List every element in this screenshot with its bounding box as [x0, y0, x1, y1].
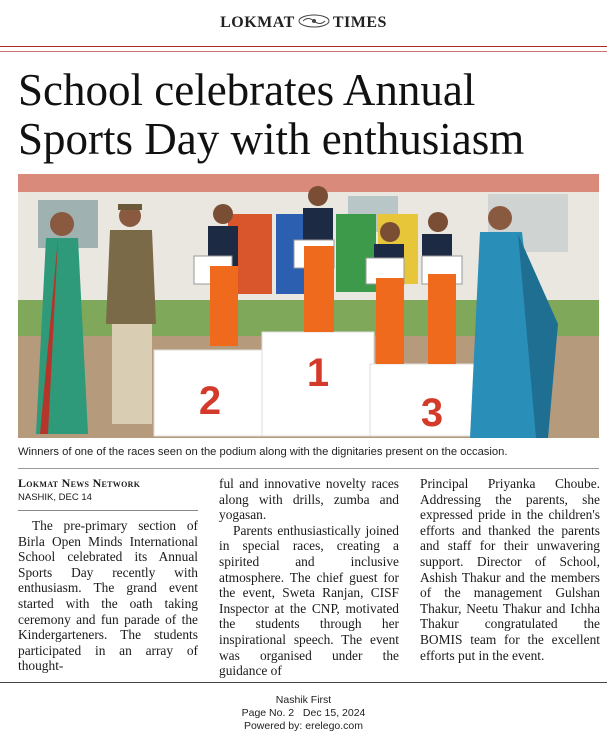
headline-line-1: School celebrates Annual: [18, 65, 476, 115]
article-column-2: [219, 476, 399, 679]
headline: [18, 66, 598, 164]
article-column-1: [18, 476, 198, 674]
article-photo: [18, 174, 599, 438]
masthead-left: LOKMAT: [220, 14, 295, 31]
caption-rule: [18, 468, 599, 469]
footer-powered-by[interactable]: Powered by: erelego.com: [243, 720, 364, 732]
column-1-text: The pre-primary section of Birla Open Minds International School celebrated its Annual Sports Day recently with enthusiasm. The grand event started with the oath taking ceremony and fun parade of the Kindergarteners. The students participated in an array of thought-: [18, 518, 198, 674]
podium-label-3: 3: [420, 391, 444, 435]
column-2-paragraph-1: ful and innovative novelty races along with drills, zumba and yogasan.: [219, 476, 399, 523]
column-2-paragraph-2: Parents enthusiastically joined in special races, creating a spirited and inclusive atmosphere. The chief guest for the event, Sweta Ranjan, CISF Inspector at the CNP, motivated the students through her inspirational speech. The event was organised under the guidance of: [219, 522, 399, 679]
podium-label-1: 1: [306, 351, 330, 395]
photo-illustration: [18, 174, 599, 438]
masthead: [0, 14, 607, 32]
byline-rule: [18, 510, 198, 511]
emblem-icon: [297, 14, 331, 28]
headline-line-2: Sports Day with enthusiasm: [18, 114, 525, 164]
byline: Lokmat News Network: [18, 476, 141, 490]
dateline: NASHIK, DEC 14: [18, 492, 92, 503]
person-officer: [106, 204, 156, 424]
building-roof: [18, 174, 599, 192]
photo-caption: Winners of one of the races seen on the podium along with the dignitaries present on the occasion.: [18, 446, 508, 458]
podium-label-2: 2: [198, 379, 222, 423]
page-footer: [0, 694, 607, 733]
top-rule-secondary: [0, 51, 607, 52]
footer-page-date: [0, 707, 607, 720]
footer-date: Dec 15, 2024: [302, 707, 366, 719]
footer-page: Page No. 2: [241, 707, 295, 719]
column-3-text: Principal Priyanka Choube. Addressing the parents, she expressed pride in the children's efforts and thanked the parents and staff for their unwavering support. Director of School, Ashish Thakur and the members of the management Gulshan Thakur, Neetu Thakur and Ichha Thakur congratulated the BOMIS team for the excellent efforts put in the event.: [420, 476, 600, 663]
footer-rule: [0, 682, 607, 683]
article-column-3: [420, 476, 600, 663]
masthead-right: TIMES: [332, 14, 387, 31]
top-rule: [0, 46, 607, 47]
footer-edition: Nashik First: [275, 694, 332, 706]
